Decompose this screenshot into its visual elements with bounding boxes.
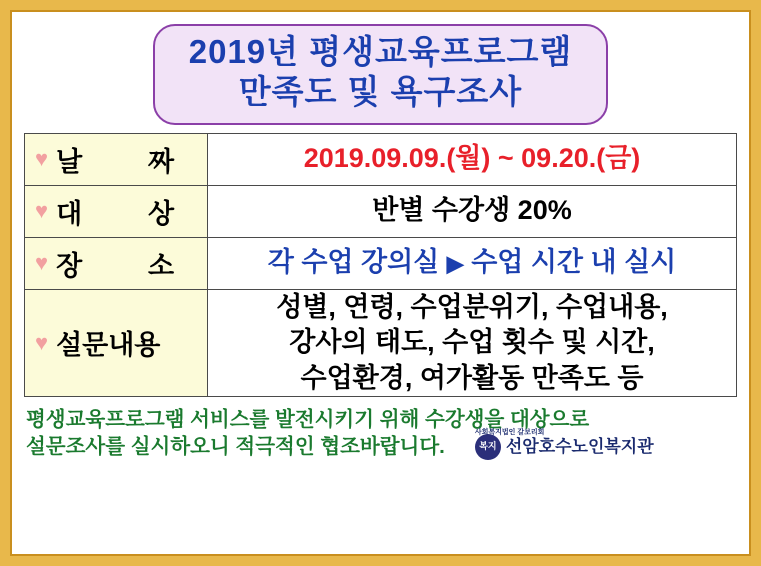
organization-signature [474, 429, 654, 460]
value-cell-place [208, 237, 737, 289]
label-target-char2: 상 [147, 198, 175, 229]
poster-inner [10, 10, 751, 556]
label-cell-target [25, 185, 208, 237]
label-cell-place [25, 237, 208, 289]
label-target-char1: 대 [56, 198, 83, 229]
value-place-part2: 수업 시간 내 실시 [471, 247, 677, 278]
label-survey-content-text: 설문내용 [56, 330, 161, 361]
heart-icon: ♥ [35, 250, 49, 275]
label-cell-survey-content [25, 289, 208, 397]
value-place-part1: 각 수업 강의실 [267, 247, 440, 278]
value-cell-date [208, 133, 737, 185]
footer [24, 406, 737, 460]
label-date [25, 134, 207, 185]
table-row-date [25, 133, 737, 185]
value-survey-line3: 수업환경, 여가활동 만족도 등 [300, 362, 644, 393]
label-cell-date [25, 133, 208, 185]
value-survey-line1: 성별, 연령, 수업분위기, 수업내용, [276, 291, 668, 322]
page-title-line2: 만족도 및 욕구조사 [238, 73, 523, 111]
page-title-line1: 2019년 평생교육프로그램 [188, 33, 573, 70]
label-place [25, 238, 207, 289]
info-table [24, 133, 737, 398]
footer-line-2-text: 설문조사를 실시하오니 적극적인 협조바랍니다. [26, 435, 445, 459]
organization-superscript: 사회복지법인 갈보리회 [474, 429, 545, 437]
heart-icon: ♥ [35, 329, 49, 355]
label-date-char2: 짜 [147, 146, 175, 177]
title-container [24, 24, 737, 125]
value-cell-target [208, 185, 737, 237]
label-survey-content [25, 317, 207, 368]
label-target [25, 186, 207, 237]
organization-logo-icon: 복지 [475, 434, 501, 460]
footer-line-2 [26, 429, 735, 460]
organization-name: 선암호수노인복지관 [505, 436, 654, 456]
title-box [153, 24, 608, 125]
table-row-survey-content [25, 289, 737, 397]
play-triangle-icon: ▶ [446, 251, 464, 277]
label-place-char1: 장 [56, 250, 83, 281]
value-cell-survey-content [208, 289, 737, 397]
label-place-char2: 소 [147, 250, 175, 281]
table-row-place [25, 237, 737, 289]
footer-line-1: 평생교육프로그램 서비스를 발전시키기 위해 수강생을 대상으로 [26, 408, 590, 432]
heart-icon: ♥ [35, 146, 49, 171]
label-date-char1: 날 [56, 146, 83, 177]
value-date: 2019.09.09.(월) ~ 09.20.(금) [303, 143, 641, 174]
value-survey-line2: 강사의 태도, 수업 횟수 및 시간, [289, 327, 655, 358]
value-place [208, 245, 736, 281]
heart-icon: ♥ [35, 198, 49, 223]
table-row-target [25, 185, 737, 237]
value-target: 반별 수강생 20% [372, 195, 572, 226]
